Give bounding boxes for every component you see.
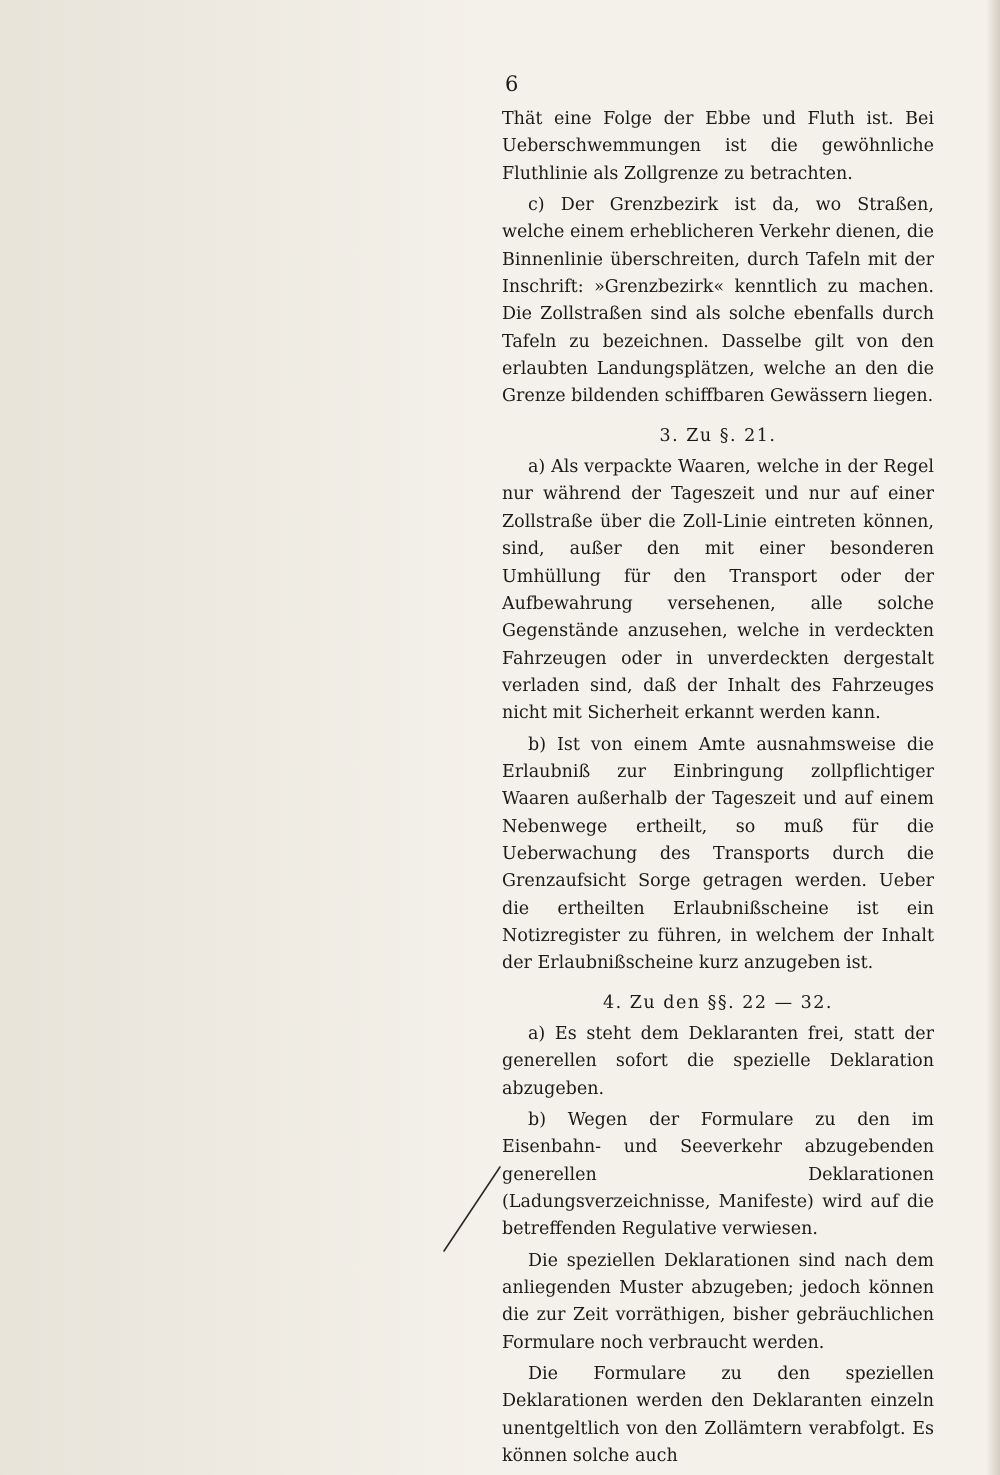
- paragraph-continuation: Thät eine Folge der Ebbe und Fluth ist. Bei Ueberschwemmungen ist die gewöhnliche Fluthlinie als Zollgrenze zu betrachten.: [502, 109, 934, 184]
- body-text: [502, 106, 934, 1471]
- paragraph-3b: b) Ist von einem Amte ausnahmsweise die Erlaubniß zur Einbringung zollpflichtiger Waaren außerhalb der Tageszeit und auf einem Nebenwege ertheilt, so muß für die Ueberwachung des Transports durch die Grenzaufsicht Sorge getragen werden. Ueber die ertheilten Erlaubnißscheine ist ein Notizregister zu führen, in welchem der Inhalt der Erlaubnißscheine kurz anzugeben ist.: [502, 734, 934, 974]
- paragraph-3a: a) Als verpackte Waaren, welche in der Regel nur während der Tageszeit und nur auf einer Zollstraße über die Zoll-Linie eintreten können, sind, außer den mit einer besonderen Umhüllung für den Transport oder der Aufbewahrung versehenen, alle solche Gegenstände anzusehen, welche in verdeckten Fahrzeugen oder in unverdeckten dergestalt verladen sind, daß der Inhalt des Fahrzeuges nicht mit Sicherheit erkannt werden kann.: [502, 457, 934, 724]
- paragraph-4-formulare: Die Formulare zu den speziellen Deklarationen werden den Deklaranten einzeln unentgeltlich von den Zollämtern verabfolgt. Es können solche auch: [502, 1364, 934, 1467]
- handwritten-margin-stroke: [440, 1165, 510, 1255]
- section-3-heading: 3. Zu §. 21.: [659, 425, 777, 446]
- paragraph-4a: a) Es steht dem Deklaranten frei, statt der generellen sofort die spezielle Deklaration abzugeben.: [502, 1024, 934, 1099]
- paragraph-c-grenzbezirk: c) Der Grenzbezirk ist da, wo Straßen, welche einem erheblicheren Verkehr dienen, die Binnenlinie überschreiten, durch Tafeln mit der Inschrift: »Grenzbezirk« kenntlich zu machen. Die Zollstraßen sind als solche ebenfalls durch Tafeln zu bezeichnen. Dasselbe gilt von den erlaubten Landungsplätzen, welche an den die Grenze bildenden schiffbaren Gewässern liegen.: [502, 195, 934, 407]
- paragraph-4b: b) Wegen der Formulare zu den im Eisenbahn- und Seeverkehr abzugebenden generellen Deklarationen (Ladungsverzeichnisse, Manifeste) wird auf die betreffenden Regulative verwiesen.: [502, 1110, 934, 1240]
- page-edge: [986, 0, 1000, 1475]
- page-number: 6: [505, 72, 519, 96]
- section-4-heading: 4. Zu den §§. 22 — 32.: [603, 992, 833, 1013]
- bleed-through-shadow: [0, 0, 480, 1475]
- paragraph-4-speziellen: Die speziellen Deklarationen sind nach dem anliegenden Muster abzugeben; jedoch können die zur Zeit vorräthigen, bisher gebräuchlichen Formulare noch verbraucht werden.: [502, 1250, 934, 1353]
